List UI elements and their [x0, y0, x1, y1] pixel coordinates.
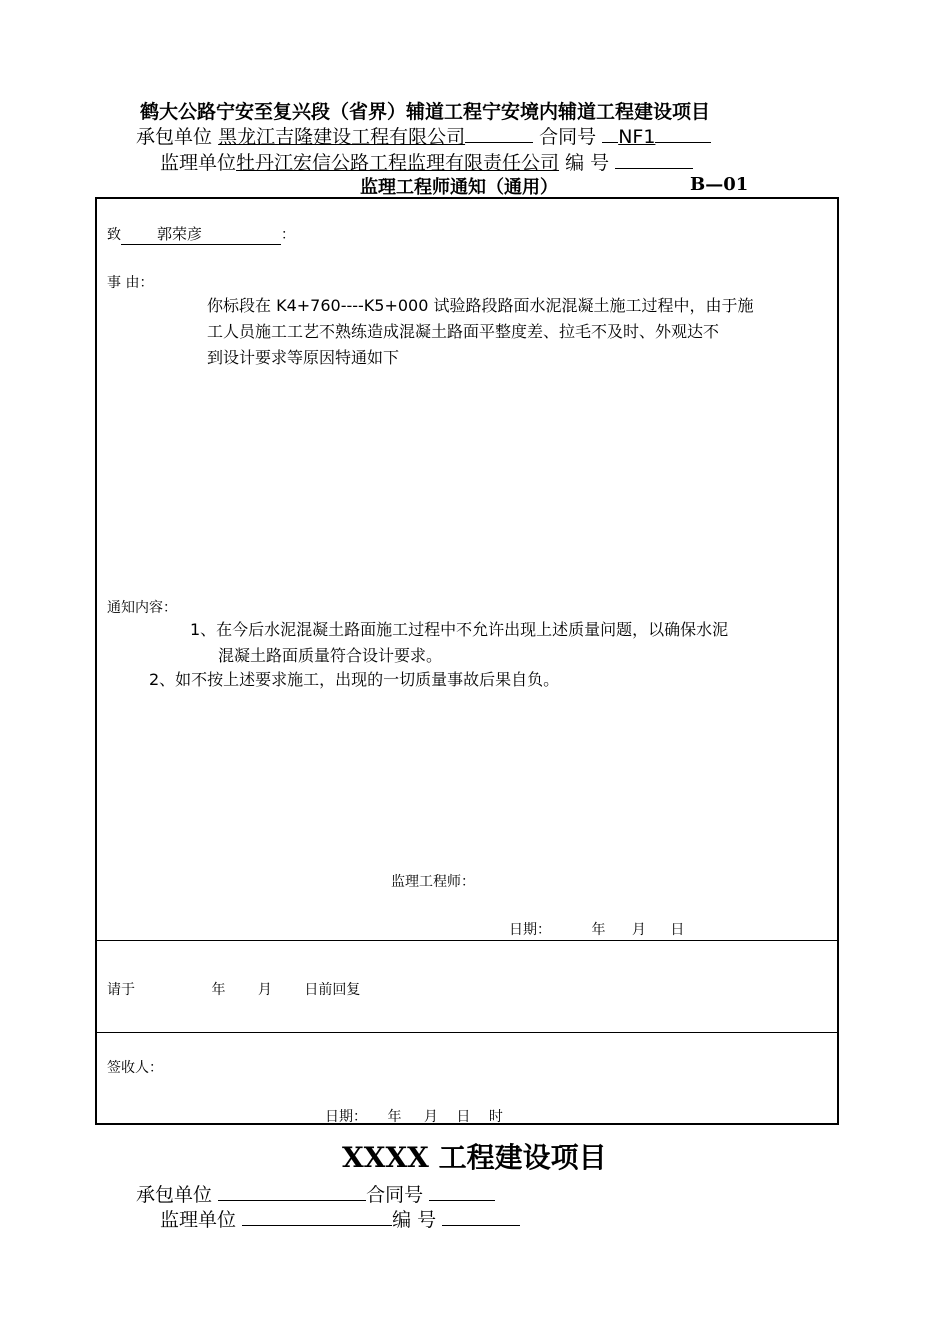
month-label: 月: [631, 922, 646, 938]
signer-label: 签收人：: [107, 1060, 163, 1076]
reason-line: 到设计要求等原因特通如下: [207, 348, 400, 367]
sign-year: 年: [387, 1109, 402, 1125]
content-label: 通知内容：: [107, 600, 177, 616]
reason-text: [207, 293, 754, 371]
supervisor-row: [160, 148, 693, 175]
date-row: [509, 919, 684, 939]
contract-no-label: 合同号: [539, 126, 597, 148]
content-item-1-line-2: 混凝土路面质量符合设计要求。: [218, 646, 443, 665]
sign-month: 月: [423, 1109, 438, 1125]
content-item-2: 2、如不按上述要求施工，出现的一切质量事故后果自负。: [149, 670, 560, 689]
reason-label: 事 由：: [107, 275, 154, 291]
project-title: 鹤大公路宁安至复兴段（省界）辅道工程宁安境内辅道工程建设项目: [140, 101, 711, 123]
content-item-1-line-1: 1、在今后水泥混凝土路面施工过程中不允许出现上述质量问题，以确保水泥: [190, 620, 729, 639]
footer-project-title: XXXX 工程建设项目: [342, 1141, 607, 1174]
to-label: 致: [107, 227, 121, 243]
sign-date-row: [325, 1106, 503, 1126]
to-value: 郭荣彦: [157, 225, 203, 243]
reply-month: 月: [257, 982, 272, 998]
supervisor-label: 监理单位: [160, 152, 237, 174]
year-label: 年: [591, 922, 606, 938]
reply-prefix: 请于: [107, 982, 135, 998]
date-label: 日期：: [509, 922, 551, 938]
footer-contractor-row: [136, 1180, 495, 1207]
reason-line: 你标段在 K4+760----K5+000 试验路段路面水泥混凝土施工过程中，由于施: [207, 296, 754, 315]
day-label: 日: [670, 922, 685, 938]
contractor-row: [136, 122, 711, 149]
contract-no-value: NF1: [618, 126, 656, 148]
serial-label: 编 号: [565, 152, 610, 174]
sign-date-label: 日期：: [325, 1109, 367, 1125]
notice-form: [95, 197, 839, 1125]
notice-code: B—01: [690, 174, 749, 195]
engineer-label: 监理工程师：: [391, 874, 475, 890]
sign-day: 日: [456, 1109, 471, 1125]
reply-year: 年: [211, 982, 226, 998]
reason-line: 工人员施工工艺不熟练造成混凝土路面平整度差、拉毛不及时、外观达不: [207, 322, 720, 341]
reply-suffix: 日前回复: [304, 982, 361, 998]
to-suffix: ：: [281, 227, 295, 243]
footer-supervisor-label: 监理单位: [160, 1209, 237, 1231]
to-row: [107, 223, 295, 245]
supervisor-value: 牡丹江宏信公路工程监理有限责任公司: [236, 152, 560, 174]
footer-serial-label: 编 号: [392, 1209, 437, 1231]
notice-title: 监理工程师通知（通用）: [360, 177, 558, 198]
footer-contractor-label: 承包单位: [136, 1184, 213, 1206]
sign-hour: 时: [488, 1109, 503, 1125]
contractor-label: 承包单位: [136, 126, 213, 148]
footer-supervisor-row: [160, 1205, 520, 1232]
divider: [97, 940, 837, 941]
divider: [97, 1032, 837, 1033]
reply-row: [107, 979, 360, 999]
contractor-value: 黑龙江吉隆建设工程有限公司: [218, 126, 466, 148]
footer-contract-no-label: 合同号: [366, 1184, 424, 1206]
